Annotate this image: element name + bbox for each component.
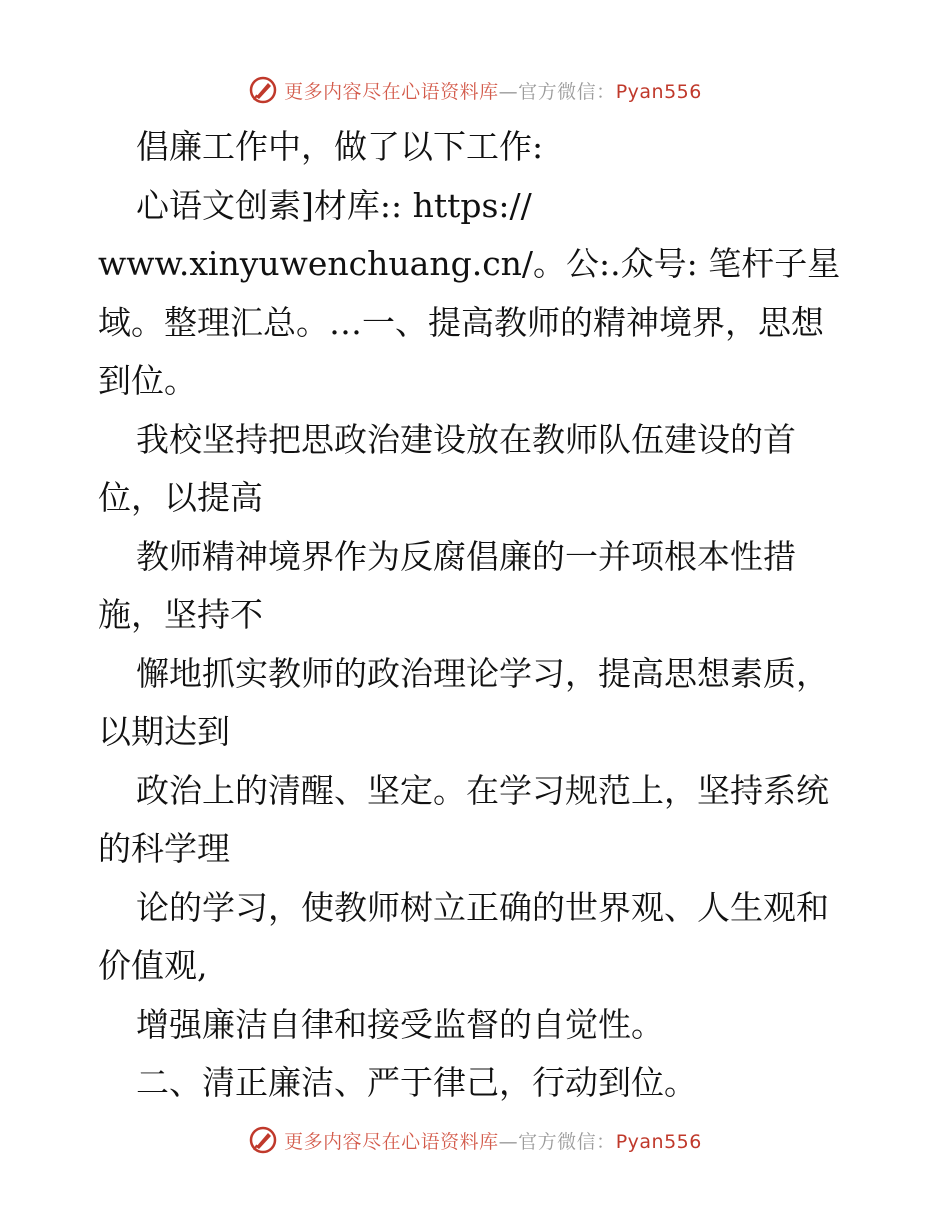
text-line: 心语文创素]材库:: https:// [136,185,532,225]
header-watermark-banner [0,70,950,110]
text-line: 增强廉洁自律和接受监督的自觉性。 [136,1004,664,1044]
document-body [98,118,858,1113]
text-line: www.xinyuwenchuang.cn/。公:.众号: 笔杆子星 [98,244,841,283]
quill-pen-circle-icon [248,1125,278,1155]
watermark-handle: Pyan556 [615,80,702,103]
watermark-account-label: 官方微信： [518,80,616,103]
watermark-account-label: 官方微信： [518,1130,616,1153]
text-line: 二、清正廉洁、严于律己，行动到位。 [136,1063,697,1102]
watermark-brand: 更多内容尽在心语资料库 [284,1130,499,1153]
text-line: 我校坚持把思政治建设放在教师队伍建设的首 [136,419,796,459]
text-line: 教师精神境界作为反腐倡廉的一并项根本性措 [136,536,796,576]
text-line: 倡廉工作中，做了以下工作: [136,127,544,166]
text-line: 位，以提高 [98,478,263,517]
watermark-dash: — [498,80,519,103]
text-line: 域。整理汇总。…一、提高教师的精神境界，思想 [98,302,824,342]
footer-watermark-banner [0,1120,950,1160]
watermark-handle: Pyan556 [615,1130,702,1153]
quill-pen-circle-icon [248,75,278,105]
watermark-text [284,77,702,104]
text-line: 政治上的清醒、坚定。在学习规范上，坚持系统 [136,770,829,810]
watermark-brand: 更多内容尽在心语资料库 [284,80,499,103]
text-line: 施，坚持不 [98,595,263,634]
text-line: 论的学习，使教师树立正确的世界观、人生观和 [136,887,829,927]
text-line: 懈地抓实教师的政治理论学习，提高思想素质， [136,653,829,693]
text-line: 的科学理 [98,829,230,868]
watermark-text [284,1127,702,1154]
watermark-dash: — [498,1130,519,1153]
text-line: 到位。 [98,361,197,400]
text-line: 以期达到 [98,712,230,751]
text-line: 价值观, [98,946,208,985]
